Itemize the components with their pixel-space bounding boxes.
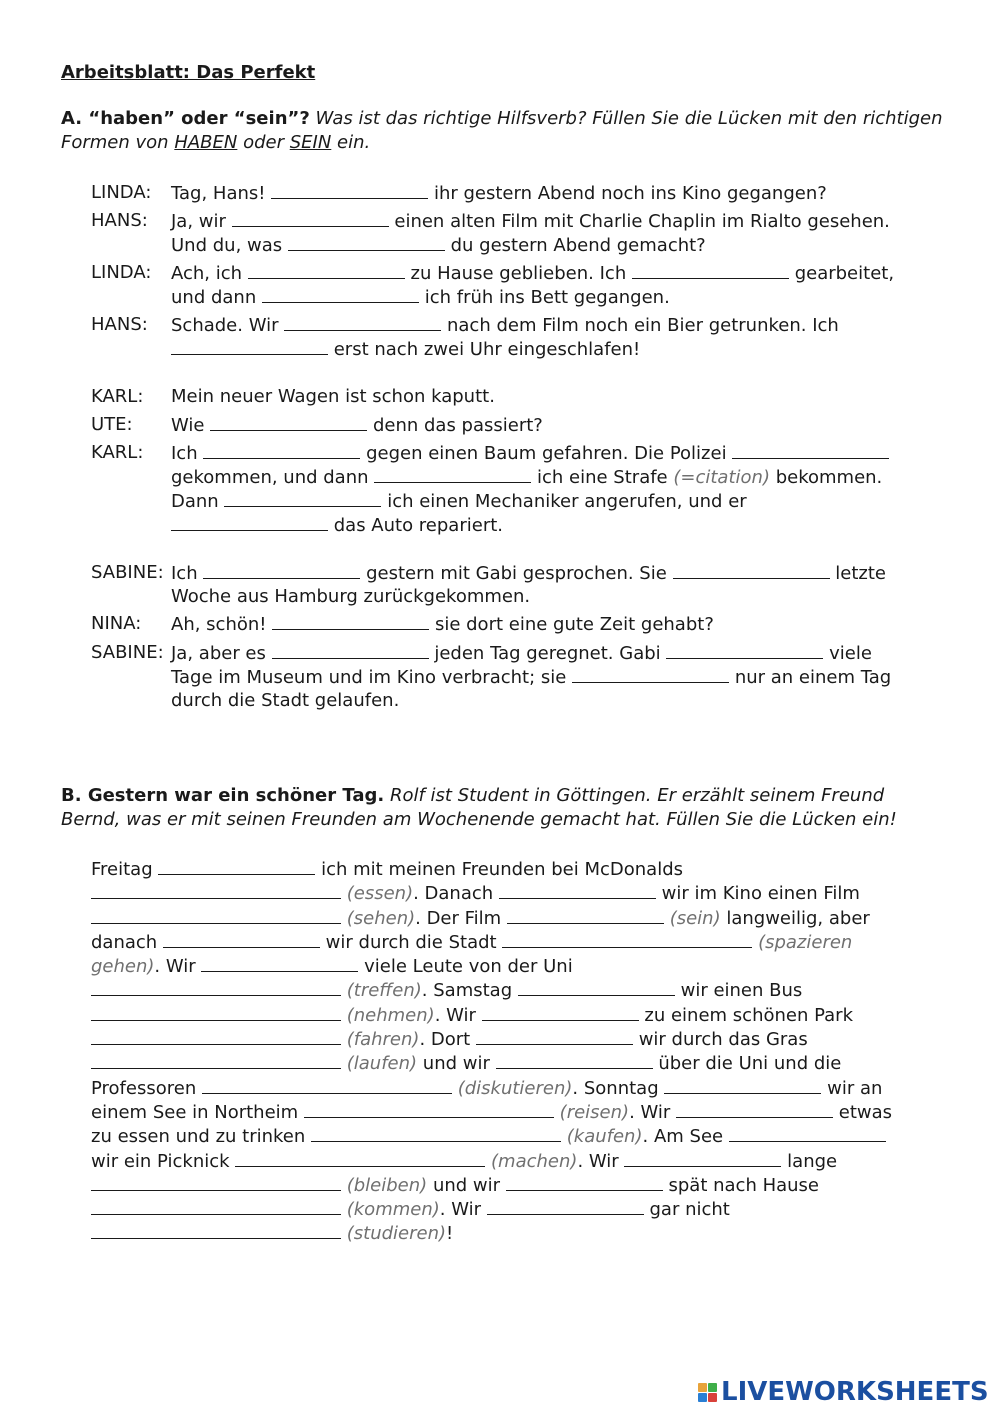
haben-word: HABEN <box>174 132 238 153</box>
speaker-label: SABINE: <box>91 562 164 583</box>
answer-blank[interactable] <box>91 1173 341 1191</box>
para-text: zu einem schönen Park <box>644 1004 854 1026</box>
answer-blank[interactable] <box>518 978 675 996</box>
line-text: und dann <box>171 287 257 308</box>
answer-blank[interactable] <box>91 978 341 996</box>
hint-text: (diskutieren) <box>457 1077 573 1099</box>
line-text: ich eine Strafe <box>537 467 668 488</box>
dialogue-line <box>91 209 911 261</box>
answer-blank[interactable] <box>248 261 405 279</box>
logo-square <box>698 1383 707 1392</box>
line-text: einen alten Film mit Charlie Chaplin im Rialto gesehen. <box>394 211 890 232</box>
line-text: gestern mit Gabi gesprochen. Sie <box>366 563 667 584</box>
line-text: durch die Stadt gelaufen. <box>171 690 400 711</box>
line-text: nach dem Film noch ein Bier getrunken. Ich <box>446 315 839 336</box>
answer-blank[interactable] <box>496 1051 653 1069</box>
para-text: wir durch die Stadt <box>325 931 497 953</box>
answer-blank[interactable] <box>202 1076 452 1094</box>
line-text: Tag, Hans! <box>171 183 266 204</box>
answer-blank[interactable] <box>311 1124 561 1142</box>
ein-word: ein. <box>331 132 371 153</box>
answer-blank[interactable] <box>676 1100 833 1118</box>
answer-blank[interactable] <box>203 441 360 459</box>
answer-blank[interactable] <box>91 1027 341 1045</box>
worksheet-title: Arbeitsblatt: Das Perfekt <box>61 62 316 83</box>
line-text: gekommen, und dann <box>171 467 369 488</box>
answer-blank[interactable] <box>624 1149 781 1167</box>
section-b-heading: B. Gestern war ein schöner Tag. <box>61 785 385 806</box>
answer-blank[interactable] <box>729 1124 886 1142</box>
speaker-label: LINDA: <box>91 182 152 203</box>
para-text: gar nicht <box>649 1199 730 1221</box>
line-text: sie dort eine gute Zeit gehabt? <box>434 614 714 635</box>
speaker-label: KARL: <box>91 386 144 407</box>
para-text: danach <box>91 931 158 953</box>
hint-text: (machen) <box>491 1150 578 1172</box>
answer-blank[interactable] <box>572 665 729 683</box>
logo-square <box>698 1393 707 1402</box>
hint-text: (fahren) <box>346 1029 420 1051</box>
hint-text: (essen) <box>346 883 414 905</box>
para-text: einem See in Northeim <box>91 1101 299 1123</box>
dialogue-line <box>91 641 911 711</box>
para-text: über die Uni und die <box>658 1053 842 1075</box>
para-text: . Sonntag <box>572 1077 659 1099</box>
line-text: letzte <box>835 563 886 584</box>
section-b-text-2: Bernd, was er mit seinen Freunden am Wochenende gemacht hat. Füllen Sie die Lücken ein! <box>61 809 897 830</box>
dialogue-line <box>91 181 911 209</box>
line-text: ich einen Mechaniker angerufen, und er <box>387 491 747 512</box>
line-text: Ja, wir <box>171 211 226 232</box>
dialogue-line <box>91 561 911 612</box>
answer-blank[interactable] <box>487 1197 644 1215</box>
para-text: . Danach <box>413 883 494 905</box>
line-text: du gestern Abend gemacht? <box>450 235 706 256</box>
line-text: das Auto repariert. <box>333 515 503 536</box>
answer-blank[interactable] <box>374 465 531 483</box>
para-text: ich mit meinen Freunden bei McDonalds <box>321 859 684 880</box>
liveworksheets-logo <box>698 1377 989 1407</box>
answer-blank[interactable] <box>158 857 315 875</box>
speaker-label: NINA: <box>91 613 142 634</box>
line-text: Und du, was <box>171 235 283 256</box>
para-text: . Der Film <box>415 907 502 929</box>
answer-blank[interactable] <box>272 641 429 659</box>
dialogue-2 <box>91 385 911 536</box>
section-a-instruction <box>61 107 941 155</box>
para-text: wir im Kino einen Film <box>661 883 860 905</box>
para-text: ! <box>446 1223 454 1245</box>
para-text: viele Leute von der Uni <box>364 956 573 978</box>
line-text: jeden Tag geregnet. Gabi <box>434 643 661 664</box>
speaker-label: SABINE: <box>91 642 164 663</box>
dialogue-line <box>91 313 911 365</box>
hint-text: (treffen) <box>346 980 422 1002</box>
logo-square <box>708 1383 717 1392</box>
line-text: Tage im Museum und im Kino verbracht; sie <box>171 667 567 688</box>
answer-blank[interactable] <box>201 954 358 972</box>
line-text: ihr gestern Abend noch ins Kino gegangen? <box>433 183 827 204</box>
line-text: erst nach zwei Uhr eingeschlafen! <box>333 339 641 360</box>
para-text: . Am See <box>642 1126 724 1148</box>
line-text: gegen einen Baum gefahren. Die Polizei <box>366 443 727 464</box>
answer-blank[interactable] <box>232 209 389 227</box>
line-text: Dann <box>171 491 219 512</box>
answer-blank[interactable] <box>288 233 445 251</box>
line-text: zu Hause geblieben. Ich <box>410 263 627 284</box>
answer-blank[interactable] <box>210 413 367 431</box>
answer-blank[interactable] <box>732 441 889 459</box>
answer-blank[interactable] <box>502 930 752 948</box>
answer-blank[interactable] <box>664 1076 821 1094</box>
answer-blank[interactable] <box>91 1051 341 1069</box>
hint-text: (sein) <box>669 907 721 929</box>
answer-blank[interactable] <box>506 1173 663 1191</box>
dialogue-line <box>91 413 911 441</box>
line-text: Ach, ich <box>171 263 243 284</box>
para-text: spät nach Hause <box>668 1174 820 1196</box>
line-text: Ich <box>171 563 198 584</box>
logo-text: LIVEWORKSHEETS <box>721 1377 989 1407</box>
answer-blank[interactable] <box>673 561 830 579</box>
speaker-label: UTE: <box>91 414 133 435</box>
answer-blank[interactable] <box>224 489 381 507</box>
section-a-heading: A. “haben” oder “sein”? <box>61 108 310 129</box>
logo-icon <box>698 1383 717 1402</box>
answer-blank[interactable] <box>272 612 429 630</box>
answer-blank[interactable] <box>171 513 328 531</box>
sein-word: SEIN <box>289 132 332 153</box>
answer-blank[interactable] <box>507 906 664 924</box>
answer-blank[interactable] <box>235 1149 485 1167</box>
answer-blank[interactable] <box>91 1197 341 1215</box>
line-text: Mein neuer Wagen ist schon kaputt. <box>171 386 495 407</box>
answer-blank[interactable] <box>284 313 441 331</box>
answer-blank[interactable] <box>632 261 789 279</box>
section-a-text-1: Was ist das richtige Hilfsverb? Füllen Sie die Lücken mit den richtigen <box>315 108 943 129</box>
section-a-text-2: Formen von <box>61 132 175 153</box>
para-text: wir einen Bus <box>680 980 803 1002</box>
para-text: . Wir <box>629 1101 671 1123</box>
para-text: . Wir <box>439 1199 482 1221</box>
section-b-text-1: Rolf ist Student in Göttingen. Er erzählt seinem Freund <box>389 785 885 806</box>
line-text: Wie <box>171 415 205 436</box>
answer-blank[interactable] <box>163 930 320 948</box>
answer-blank[interactable] <box>91 881 341 899</box>
para-text: etwas <box>838 1101 893 1123</box>
para-text: Professoren <box>91 1077 197 1099</box>
line-text: ich früh ins Bett gegangen. <box>424 287 670 308</box>
dialogue-line <box>91 612 911 641</box>
para-text: Freitag <box>91 859 153 880</box>
answer-blank[interactable] <box>262 285 419 303</box>
speaker-label: HANS: <box>91 314 148 335</box>
answer-blank[interactable] <box>91 1003 341 1021</box>
para-text: wir an <box>827 1077 883 1099</box>
speaker-label: KARL: <box>91 442 144 463</box>
para-text: . Dort <box>419 1029 471 1051</box>
para-text: und wir <box>432 1174 501 1196</box>
hint-text: (nehmen) <box>346 1004 435 1026</box>
speaker-label: HANS: <box>91 210 148 231</box>
dialogue-line <box>91 385 911 413</box>
line-text: nur an einem Tag <box>734 667 892 688</box>
hint-text: (sehen) <box>346 907 416 929</box>
speaker-label: LINDA: <box>91 262 152 283</box>
answer-blank[interactable] <box>91 1221 341 1239</box>
dialogue-3 <box>91 561 911 711</box>
para-text: . Wir <box>434 1004 476 1026</box>
line-text: Ah, schön! <box>171 614 267 635</box>
para-text: . Wir <box>577 1150 619 1172</box>
answer-blank[interactable] <box>482 1003 639 1021</box>
dialogue-line <box>91 441 911 536</box>
answer-blank[interactable] <box>304 1100 554 1118</box>
logo-square <box>708 1393 717 1402</box>
hint-text: (kaufen) <box>566 1126 643 1148</box>
hint-text: (bleiben) <box>346 1174 428 1196</box>
answer-blank[interactable] <box>476 1027 633 1045</box>
line-text: Ich <box>171 443 198 464</box>
line-text: Schade. Wir <box>171 315 279 336</box>
line-text: Woche aus Hamburg zurückgekommen. <box>171 586 531 607</box>
answer-blank[interactable] <box>271 181 428 199</box>
para-text: zu essen und zu trinken <box>91 1126 306 1148</box>
answer-blank[interactable] <box>499 881 656 899</box>
hint-text: (spazieren <box>758 931 853 953</box>
section-b-instruction <box>61 784 941 832</box>
answer-blank[interactable] <box>171 337 328 355</box>
line-text: viele <box>829 643 872 664</box>
answer-blank[interactable] <box>666 641 823 659</box>
hint-text: (laufen) <box>346 1053 418 1075</box>
answer-blank[interactable] <box>91 906 341 924</box>
section-b-paragraph <box>91 857 911 1246</box>
line-text: denn das passiert? <box>372 415 543 436</box>
para-text: und wir <box>422 1053 490 1075</box>
hint-text: (kommen) <box>346 1199 440 1221</box>
line-text: Ja, aber es <box>171 643 266 664</box>
para-text: . Wir <box>154 956 196 978</box>
hint-text: (studieren) <box>346 1223 447 1245</box>
para-text: langweilig, aber <box>726 907 870 929</box>
hint-text: gehen) <box>91 956 155 978</box>
oder-word: oder <box>237 132 290 153</box>
para-text: wir durch das Gras <box>638 1029 808 1051</box>
dialogue-1 <box>91 181 911 365</box>
hint-text: (=citation) <box>673 467 770 488</box>
para-text: wir ein Picknick <box>91 1150 230 1172</box>
dialogue-line <box>91 261 911 313</box>
answer-blank[interactable] <box>203 561 360 579</box>
para-text: lange <box>787 1150 838 1172</box>
line-text: bekommen. <box>775 467 883 488</box>
line-text: gearbeitet, <box>794 263 895 284</box>
hint-text: (reisen) <box>559 1101 630 1123</box>
para-text: . Samstag <box>421 980 513 1002</box>
